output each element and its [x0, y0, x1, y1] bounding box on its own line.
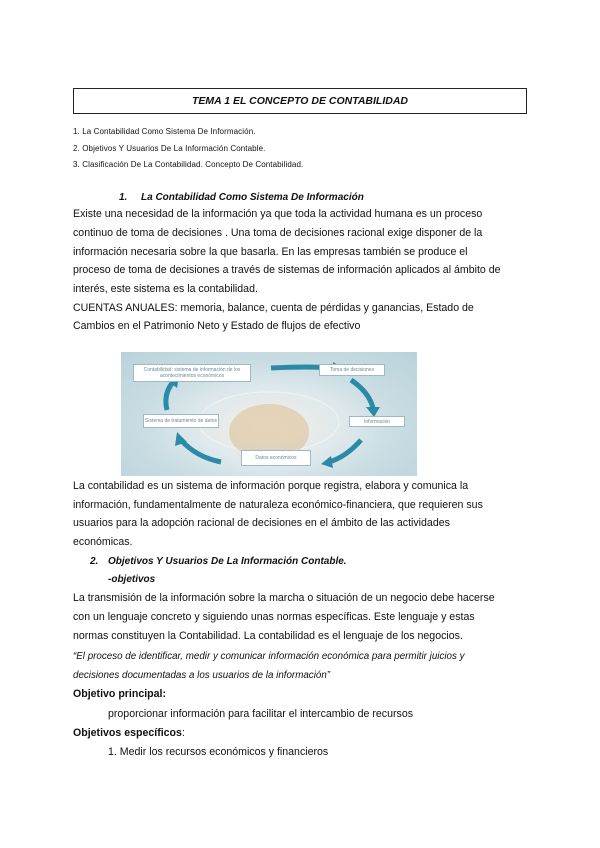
diagram-box-decisiones: Toma de decisiones [319, 364, 385, 376]
objetivos-especificos-label [73, 727, 185, 739]
paragraph-line: Existe una necesidad de la información ya que toda la actividad humana es un proceso [73, 208, 483, 220]
toc-item-3: 3. Clasificación De La Contabilidad. Concepto De Contabilidad. [73, 160, 304, 169]
objetivo-principal-text: proporcionar información para facilitar el intercambio de recursos [108, 708, 414, 720]
arrow-bottom-right [329, 440, 361, 462]
section1-number: 1. [119, 192, 128, 203]
cuentas-line: CUENTAS ANUALES: memoria, balance, cuenta de pérdidas y ganancias, Estado de [73, 302, 474, 314]
section2-number: 2. [90, 556, 99, 567]
paragraph-line: información, fundamentalmente de naturaleza económico-financiera, que requieren sus [73, 499, 483, 511]
paragraph-line: La transmisión de la información sobre la marcha o situación de un negocio debe hacerse [73, 592, 495, 604]
diagram-box-tratamiento: Sistema de tratamiento de datos [143, 414, 219, 428]
paragraph-line: información necesaria sobre la que basarla. En las empresas también se produce el [73, 246, 468, 258]
paragraph-line: con un lenguaje concreto y siguiendo unas normas específicas. Este lenguaje y estas [73, 611, 475, 623]
definition-quote-line: decisiones documentadas a los usuarios de la información” [73, 670, 331, 681]
paragraph-line: económicas. [73, 536, 133, 548]
objetivo-especifico-1: 1. Medir los recursos económicos y financieros [108, 746, 329, 758]
information-cycle-diagram [121, 352, 417, 476]
paragraph-line: normas constituyen la Contabilidad. La contabilidad es el lenguaje de los negocios. [73, 630, 463, 642]
arrow-right [351, 380, 373, 408]
objetivo-principal-label: Objetivo principal: [73, 688, 167, 700]
paragraph-line: La contabilidad es un sistema de información porque registra, elabora y comunica la [73, 480, 469, 492]
paragraph-line: interés, este sistema es la contabilidad. [73, 283, 258, 295]
paragraph-line: proceso de toma de decisiones a través de sistemas de información aplicados al ámbito de [73, 264, 501, 276]
cuentas-line: Cambios en el Patrimonio Neto y Estado de flujos de efectivo [73, 320, 361, 332]
definition-quote-line: “El proceso de identificar, medir y comunicar información económica para permitir juicios y [73, 651, 465, 662]
document-title [73, 88, 527, 114]
objetivos-especificos-colon: : [181, 727, 185, 739]
arrow-bottom-left [181, 440, 221, 462]
section2-subheading: -objetivos [108, 574, 156, 585]
diagram-box-datos: Datos económicos [241, 450, 311, 466]
paragraph-line: continuo de toma de decisiones . Una toma de decisiones racional exige disponer de la [73, 227, 483, 239]
objetivos-especificos-text: Objetivos específicos [73, 727, 182, 739]
toc-item-1: 1. La Contabilidad Como Sistema De Información. [73, 127, 256, 136]
toc-item-2: 2. Objetivos Y Usuarios De La Información Contable. [73, 144, 266, 153]
document-title-text: TEMA 1 EL CONCEPTO DE CONTABILIDAD [191, 95, 409, 107]
diagram-box-informacion: Información [349, 416, 405, 427]
section1-heading: La Contabilidad Como Sistema De Información [141, 192, 364, 203]
paragraph-line: usuarios para la adopción racional de decisiones en el ámbito de las actividades [73, 517, 450, 529]
section2-heading: Objetivos Y Usuarios De La Información Contable. [108, 556, 347, 567]
arrow-left [166, 382, 173, 410]
diagram-box-contabilidad: Contabilidad: sistema de información de los acontecimientos económicos [133, 364, 251, 382]
arrow-bottom-right-head [321, 456, 333, 468]
